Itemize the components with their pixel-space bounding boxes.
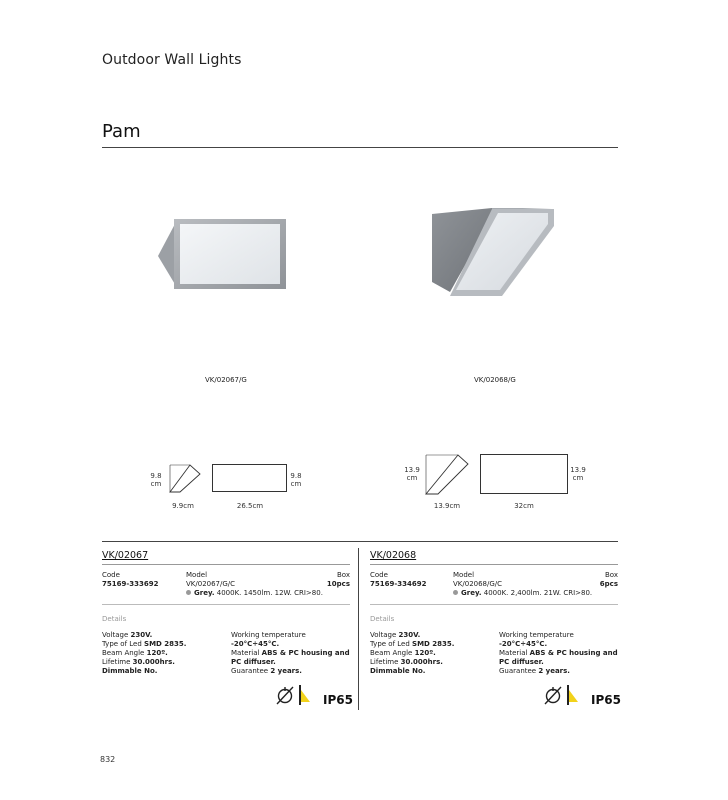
product-image-vk02068 [420, 200, 570, 310]
dim-depth: 13.9cm [433, 502, 461, 510]
heading-rule [370, 564, 618, 565]
dim-depth-height: 13.9 cm [404, 466, 420, 482]
dim-height: 13.9 cm [570, 466, 586, 482]
dim-width: 32cm [514, 502, 534, 510]
details-right: Working temperature -20°C÷45°C. Material ABS & PC housing and PC diffuser. Guarantee 2 years. [499, 631, 618, 675]
light-direction-icon [298, 684, 312, 706]
color-swatch-icon [453, 590, 458, 595]
dim-depth: 9.9cm [172, 502, 194, 510]
code-label: Code [370, 571, 388, 579]
model-value: VK/02067/G/C [186, 580, 236, 588]
category-title: Outdoor Wall Lights [102, 52, 242, 68]
dim-width: 26.5cm [236, 502, 264, 510]
model-label: Model [453, 571, 475, 579]
non-dimmable-icon [542, 684, 564, 706]
side-profile-drawing [166, 462, 206, 496]
code-value: 75169-334692 [370, 580, 427, 588]
page-number: 832 [100, 755, 116, 764]
box-label: Box [604, 571, 618, 579]
non-dimmable-icon [274, 684, 296, 706]
details-right: Working temperature -20°C÷45°C. Material ABS & PC housing and PC diffuser. Guarantee 2 years. [231, 631, 350, 675]
variant-line: Grey. 4000K. 1450lm. 12W. CRI>80. [186, 589, 323, 598]
product-code-heading: VK/02068 [370, 550, 417, 561]
side-profile-drawing [422, 452, 472, 498]
section-rule [102, 541, 618, 542]
color-swatch-icon [186, 590, 191, 595]
product-image-vk02067 [150, 210, 300, 310]
dim-height: 9.8 cm [290, 472, 302, 488]
heading-rule [102, 564, 350, 565]
variant-line: Grey. 4000K. 2,400lm. 21W. CRI>80. [453, 589, 592, 598]
title-rule [102, 147, 618, 148]
box-value: 10pcs [326, 580, 350, 588]
dim-depth-height: 9.8 cm [150, 472, 162, 488]
code-label: Code [102, 571, 120, 579]
product-title: Pam [102, 121, 141, 142]
details-left: Voltage 230V. Type of Led SMD 2835. Beam Angle 120º. Lifetime 30.000hrs. Dimmable No. [370, 631, 455, 675]
details-rule [102, 604, 350, 605]
box-value: 6pcs [599, 580, 618, 588]
model-label: Model [186, 571, 208, 579]
details-label: Details [102, 615, 127, 623]
box-label: Box [336, 571, 350, 579]
model-value: VK/02068/G/C [453, 580, 503, 588]
image-caption: VK/02068/G [474, 376, 516, 384]
ip-rating: IP65 [323, 693, 353, 707]
code-value: 75169-333692 [102, 580, 159, 588]
ip-rating: IP65 [591, 693, 621, 707]
details-label: Details [370, 615, 395, 623]
details-rule [370, 604, 618, 605]
front-profile-drawing [212, 464, 287, 492]
column-separator [358, 548, 359, 710]
details-left: Voltage 230V. Type of Led SMD 2835. Beam Angle 120º. Lifetime 30.000hrs. Dimmable No. [102, 631, 187, 675]
image-caption: VK/02067/G [205, 376, 247, 384]
front-profile-drawing [480, 454, 568, 494]
light-direction-icon [566, 684, 580, 706]
product-code-heading: VK/02067 [102, 550, 149, 561]
